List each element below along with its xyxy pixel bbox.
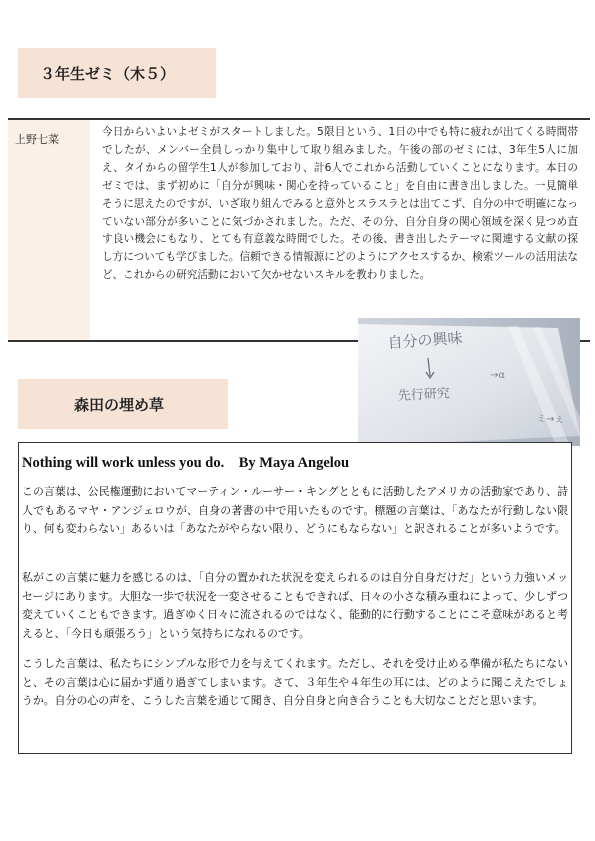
column-paragraph: こうした言葉は、私たちにシンプルな形で力を与えてくれます。ただし、それを受け止める準備が私たちにないと、その言葉は心に届かず通り過ぎてしまいます。さて、３年生や４年生の耳には、どのように聞こえたでしょうか。自分の心の声を、こうした言葉を通じて聞き、自分自身と向き合うことも大切なことだと思います。 bbox=[22, 657, 568, 708]
column-header bbox=[18, 379, 228, 429]
author-name: 上野七菜 bbox=[15, 133, 59, 146]
whiteboard-text-2: 先行研究 bbox=[397, 386, 451, 404]
whiteboard-mark-2: ミ→ぇ bbox=[536, 414, 565, 425]
section-header-seminar bbox=[18, 48, 216, 98]
seminar-report-text: 今日からいよいよゼミがスタートしました。5限目という、1日の中でも特に疲れが出てくる時間帯でしたが、メンバー全員しっかり集中して取り組みました。午後の部のゼミには、3年生5人に加え、タイからの留学生1人が参加しており、計6人でこれから活動していくことになります。本日のゼミでは、まず初めに「自分が興味・関心を持っていること」を自由に書き出しました。一見簡単そうに思えたのですが、いざ取り組んでみると意外とスラスラとは出てこず、自分の中で明確になっていない部分が多いことに気づかされました。ただ、その分、自分自身の関心領域を深く見つめ直す良い機会にもなり、とても有意義な時間でした。その後、書き出したテーマに関連する文献の探し方についても学びました。信頼できる情報源にどのようにアクセスするか、検索ツールの活用法など、これからの研究活動において欠かせないスキルを教わりました。 bbox=[102, 126, 578, 282]
column-title: 森田の埋め草 bbox=[74, 395, 165, 414]
whiteboard-photo-illustration bbox=[358, 318, 580, 446]
column-paragraph: この言葉は、公民権運動においてマーティン・ルーサー・キングとともに活動したアメリカの活動家であり、詩人でもあるマヤ・アンジェロウが、自身の著書の中で用いたものです。標題の言葉は、「あなたが行動しない限り、何も変わらない」あるいは「あなたがやらない限り、どうにもならない」と訳されることが多いようです。 bbox=[22, 485, 568, 536]
section-title: ３年生ゼミ（木５） bbox=[40, 64, 176, 83]
divider-top bbox=[8, 118, 590, 120]
whiteboard-text-1: 自分の興味 bbox=[387, 328, 464, 352]
quote-title: Nothing will work unless you do. By Maya Angelou bbox=[22, 455, 350, 471]
author-column bbox=[8, 120, 90, 340]
whiteboard-mark-1: →α bbox=[490, 370, 505, 381]
column-paragraph: 私がこの言葉に魅力を感じるのは、「自分の置かれた状況を変えられるのは自分自身だけだ」という力強いメッセージにあります。大胆な一歩で状況を一変させることもできれば、日々の小さな積み重ねによって、少しずつ変えていくこともできます。過ぎゆく日々に流されるのではなく、能動的に行動することにこそ意味があると考えると、「今日も頑張ろう」という気持ちになれるのです。 bbox=[22, 571, 568, 640]
whiteboard-photo bbox=[358, 318, 580, 446]
